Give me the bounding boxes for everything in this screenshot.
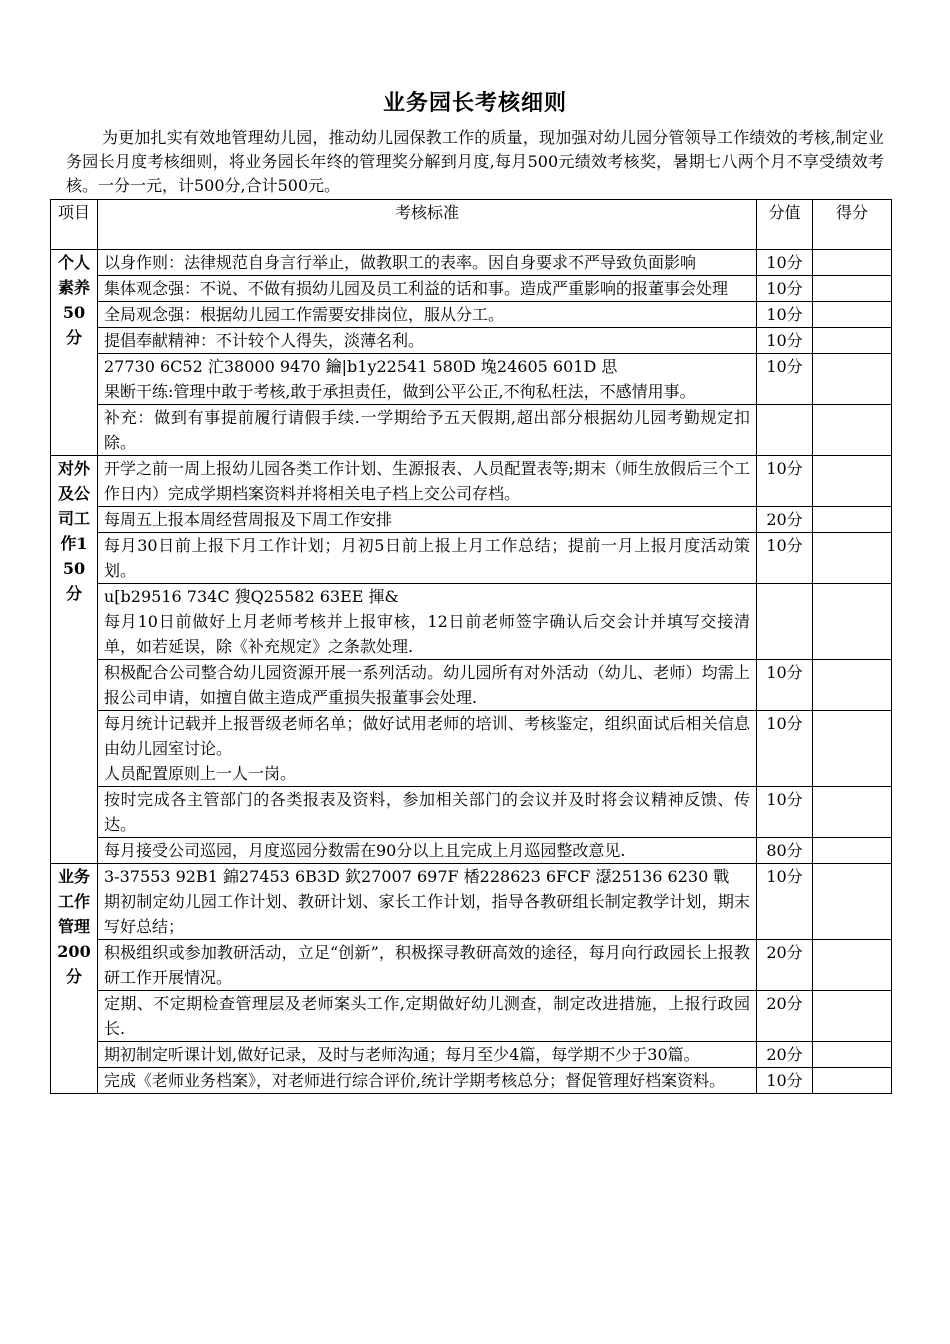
- criteria-text: 开学之前一周上报幼儿园各类工作计划、生源报表、人员配置表等;期末（师生放假后三个工作日内）完成学期档案资料并将相关电子档上交公司存档。: [104, 459, 750, 503]
- criteria-cell: [98, 787, 757, 838]
- criteria-cell: [98, 1068, 757, 1094]
- section-label: 业务工作管理200分: [51, 864, 98, 1094]
- obtained-score-cell: [813, 838, 892, 864]
- obtained-score-cell: [813, 660, 892, 711]
- header-criteria: 考核标准: [98, 200, 757, 250]
- section-label: 个人素养50分: [51, 250, 98, 456]
- criteria-cell: [98, 302, 757, 328]
- criteria-text: 果断干练:管理中敢于考核,敢于承担责任，做到公平公正,不徇私枉法，不感情用事。: [104, 382, 696, 401]
- obtained-score-cell: [813, 940, 892, 991]
- table-row: [51, 276, 892, 302]
- assessment-table-body: [51, 200, 892, 1094]
- criteria-text: 每周五上报本周经营周报及下周工作安排: [104, 510, 393, 529]
- criteria-text: 提倡奉献精神：不计较个人得失，淡薄名利。: [104, 331, 425, 350]
- table-row: [51, 456, 892, 507]
- criteria-text: 27730 6C52 汒38000 9470 鑰|b1y22541 580D 堍24605 601D 思: [104, 357, 618, 376]
- criteria-cell: [98, 456, 757, 507]
- criteria-text: 人员配置原则上一人一岗。: [104, 764, 297, 783]
- table-row: [51, 354, 892, 405]
- header-score: 分值: [757, 200, 813, 250]
- obtained-score-cell: [813, 1068, 892, 1094]
- criteria-text: u[b29516 734C 獀Q25582 63EE 揮&: [104, 587, 399, 606]
- criteria-cell: [98, 584, 757, 660]
- criteria-text: 完成《老师业务档案》，对老师进行综合评价,统计学期考核总分；督促管理好档案资料。: [104, 1071, 726, 1090]
- criteria-text: 按时完成各主管部门的各类报表及资料，参加相关部门的会议并及时将会议精神反馈、传达。: [104, 790, 750, 834]
- criteria-cell: [98, 533, 757, 584]
- table-row: [51, 991, 892, 1042]
- table-row: [51, 302, 892, 328]
- criteria-cell: [98, 250, 757, 276]
- score-cell: 20分: [757, 940, 813, 991]
- table-row: [51, 533, 892, 584]
- table-row: [51, 584, 892, 660]
- obtained-score-cell: [813, 711, 892, 787]
- table-row: [51, 1068, 892, 1094]
- score-cell: 10分: [757, 711, 813, 787]
- criteria-cell: [98, 711, 757, 787]
- table-row: [51, 864, 892, 940]
- table-row: [51, 1042, 892, 1068]
- score-cell: 10分: [757, 456, 813, 507]
- score-cell: [757, 405, 813, 456]
- criteria-cell: [98, 354, 757, 405]
- table-row: [51, 507, 892, 533]
- score-cell: 20分: [757, 507, 813, 533]
- criteria-text: 期初制定听课计划,做好记录，及时与老师沟通；每月至少4篇，每学期不少于30篇。: [104, 1045, 700, 1064]
- score-cell: 10分: [757, 1068, 813, 1094]
- obtained-score-cell: [813, 250, 892, 276]
- table-row: [51, 838, 892, 864]
- document-title: 业务园长考核细则: [382, 90, 567, 116]
- obtained-score-cell: [813, 456, 892, 507]
- criteria-text: 集体观念强：不说、不做有损幼儿园及员工利益的话和事。造成严重影响的报董事会处理: [104, 279, 729, 298]
- score-cell: 10分: [757, 328, 813, 354]
- table-row: [51, 328, 892, 354]
- header-item: 项目: [51, 200, 98, 250]
- table-row: [51, 940, 892, 991]
- obtained-score-cell: [813, 991, 892, 1042]
- score-cell: 10分: [757, 660, 813, 711]
- obtained-score-cell: [813, 328, 892, 354]
- criteria-text: 定期、不定期检查管理层及老师案头工作,定期做好幼儿测查，制定改进措施，上报行政园长.: [104, 994, 750, 1038]
- criteria-text: 每月接受公司巡园，月度巡园分数需在90分以上且完成上月巡园整改意见.: [104, 841, 626, 860]
- criteria-text: 补充：做到有事提前履行请假手续.一学期给予五天假期,超出部分根据幼儿园考勤规定扣除。: [104, 408, 750, 452]
- criteria-cell: [98, 838, 757, 864]
- criteria-cell: [98, 940, 757, 991]
- obtained-score-cell: [813, 584, 892, 660]
- obtained-score-cell: [813, 302, 892, 328]
- obtained-score-cell: [813, 1042, 892, 1068]
- score-cell: 10分: [757, 533, 813, 584]
- header-obtained: 得分: [813, 200, 892, 250]
- obtained-score-cell: [813, 507, 892, 533]
- score-cell: 80分: [757, 838, 813, 864]
- criteria-text: 全局观念强：根据幼儿园工作需要安排岗位，服从分工。: [104, 305, 505, 324]
- table-row: [51, 787, 892, 838]
- criteria-cell: [98, 507, 757, 533]
- criteria-text: 期初制定幼儿园工作计划、教研计划、家长工作计划，指导各教研组长制定教学计划，期末写好总结；: [104, 892, 750, 936]
- table-row: [51, 711, 892, 787]
- criteria-cell: [98, 1042, 757, 1068]
- criteria-cell: [98, 864, 757, 940]
- section-label: 对外及公司工作150分: [51, 456, 98, 864]
- obtained-score-cell: [813, 533, 892, 584]
- score-cell: 10分: [757, 276, 813, 302]
- table-row: [51, 405, 892, 456]
- criteria-text: 积极配合公司整合幼儿园资源开展一系列活动。幼儿园所有对外活动（幼儿、老师）均需上报公司申请，如擅自做主造成严重损失报董事会处理.: [104, 663, 750, 707]
- obtained-score-cell: [813, 405, 892, 456]
- criteria-cell: [98, 660, 757, 711]
- obtained-score-cell: [813, 354, 892, 405]
- criteria-cell: [98, 405, 757, 456]
- criteria-text: 每月10日前做好上月老师考核并上报审核，12日前老师签字确认后交会计并填写交接清单，如若延误，除《补充规定》之条款处理.: [104, 612, 750, 656]
- criteria-text: 每月统计记载并上报晋级老师名单；做好试用老师的培训、考核鉴定，组织面试后相关信息由幼儿园室讨论。: [104, 714, 750, 758]
- assessment-table: [50, 199, 892, 1094]
- obtained-score-cell: [813, 787, 892, 838]
- table-row: [51, 660, 892, 711]
- score-cell: 20分: [757, 1042, 813, 1068]
- obtained-score-cell: [813, 864, 892, 940]
- score-cell: 10分: [757, 354, 813, 405]
- table-row: [51, 250, 892, 276]
- score-cell: [757, 584, 813, 660]
- score-cell: 10分: [757, 864, 813, 940]
- intro-paragraph: 为更加扎实有效地管理幼儿园，推动幼儿园保教工作的质量，现加强对幼儿园分管领导工作绩效的考核,制定业务园长月度考核细则，将业务园长年终的管理奖分解到月度,每月500元绩效考核奖，暑期七八两个月不享受绩效考核。一分一元，计500分,合计500元。: [66, 128, 884, 195]
- criteria-cell: [98, 991, 757, 1042]
- criteria-cell: [98, 328, 757, 354]
- criteria-text: 积极组织或参加教研活动，立足“创新”，积极探寻教研高效的途径，每月向行政园长上报教研工作开展情况。: [104, 943, 750, 987]
- criteria-text: 每月30日前上报下月工作计划；月初5日前上报上月工作总结；提前一月上报月度活动策划。: [104, 536, 750, 580]
- criteria-text: 3-37553 92B1 錦27453 6B3D 欽27007 697F 楿228623 6FCF 濏25136 6230 戰: [104, 867, 730, 886]
- obtained-score-cell: [813, 276, 892, 302]
- criteria-cell: [98, 276, 757, 302]
- score-cell: 10分: [757, 787, 813, 838]
- criteria-text: 以身作则：法律规范自身言行举止，做教职工的表率。因自身要求不严导致负面影响: [104, 253, 697, 272]
- table-header-row: [51, 200, 892, 250]
- score-cell: 10分: [757, 250, 813, 276]
- score-cell: 10分: [757, 302, 813, 328]
- score-cell: 20分: [757, 991, 813, 1042]
